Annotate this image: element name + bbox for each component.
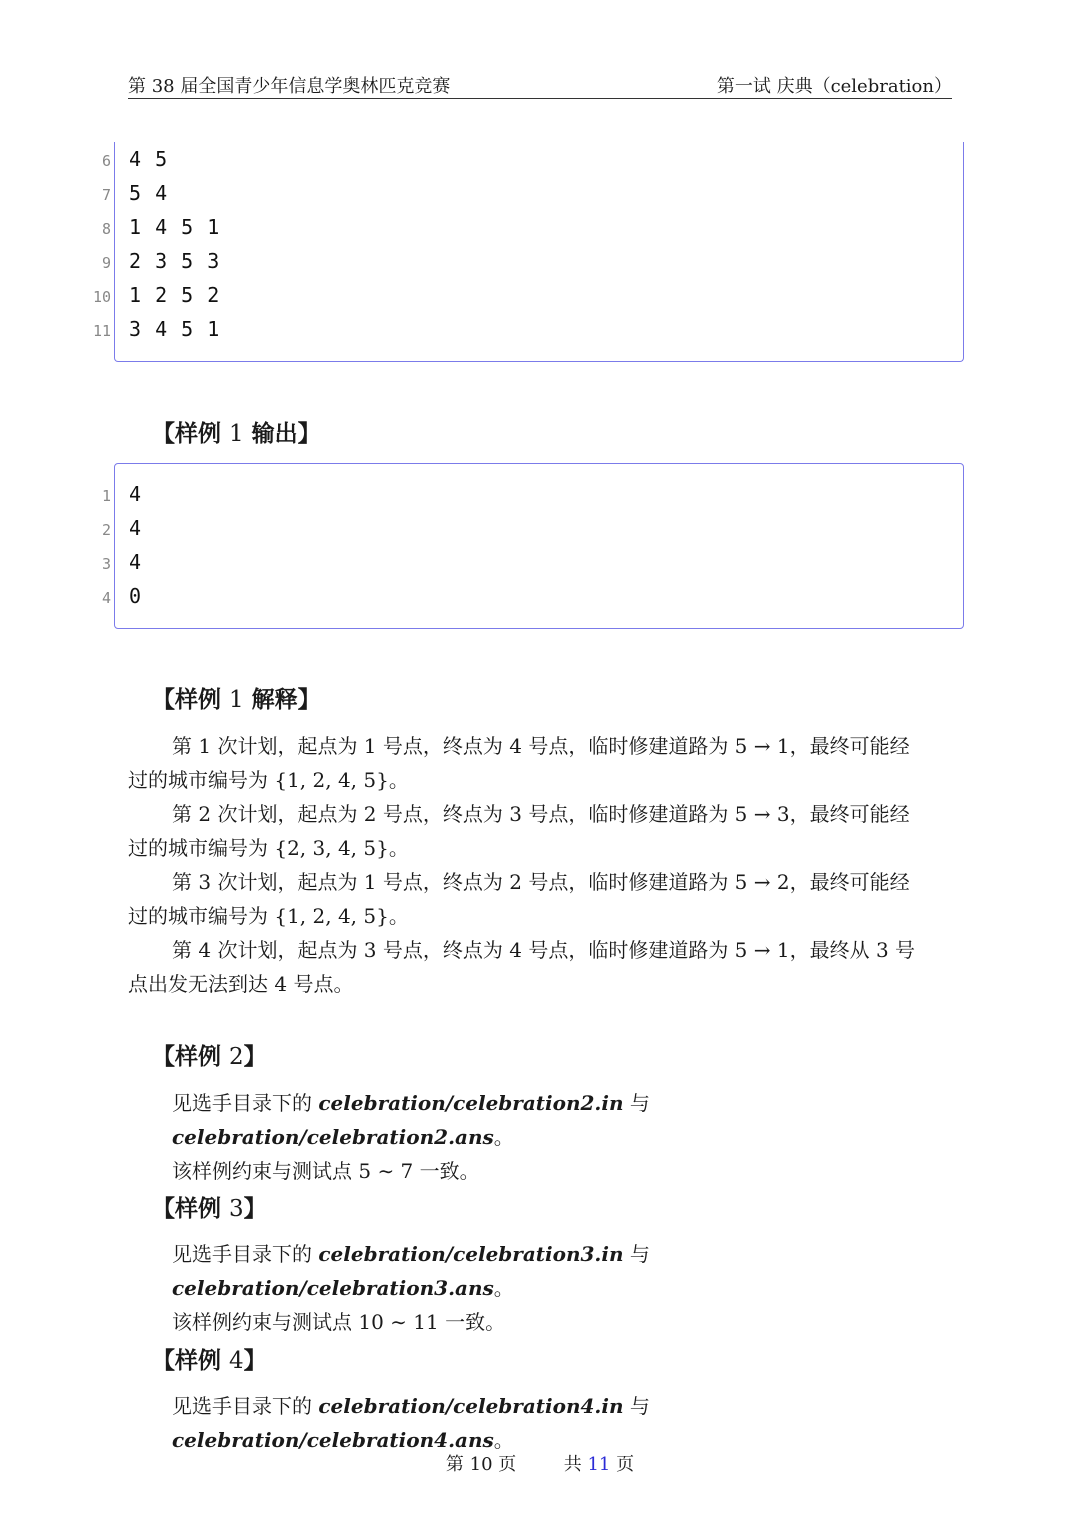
code-line	[92, 281, 963, 311]
heading-prefix: 【样例	[152, 1348, 230, 1374]
paragraph-line: 过的城市编号为 {1, 2, 4, 5}。	[128, 904, 409, 928]
code-line	[101, 480, 963, 510]
code-text: 2 3 5 3	[129, 249, 221, 273]
code-text: 1 2 5 2	[129, 283, 221, 307]
heading-number: 2	[229, 1044, 244, 1070]
see-text: 见选手目录下的	[172, 1091, 319, 1115]
period: 。	[493, 1125, 514, 1149]
period: 。	[493, 1276, 514, 1300]
code-line	[92, 315, 963, 345]
see-text: 见选手目录下的	[172, 1242, 319, 1266]
sample2-description	[128, 1086, 954, 1188]
code-line	[101, 213, 963, 243]
line-number: 4	[101, 589, 111, 607]
heading-suffix: 】	[243, 1196, 267, 1222]
code-line	[101, 514, 963, 544]
sample1-output-codebox	[101, 463, 964, 629]
code-text: 5 4	[129, 181, 169, 205]
see-text: 见选手目录下的	[172, 1394, 319, 1418]
sample4-heading	[152, 1342, 267, 1375]
code-text: 4	[129, 550, 143, 574]
line-number: 1	[101, 487, 111, 505]
heading-number: 1	[229, 421, 244, 447]
line-number: 10	[92, 288, 111, 306]
input-file-path: celebration/celebration4.in	[318, 1394, 624, 1418]
constraint-note: 该样例约束与测试点 5 ∼ 7 一致。	[172, 1159, 480, 1183]
code-text: 4	[129, 516, 143, 540]
paragraph-line: 第 4 次计划，起点为 3 号点，终点为 4 号点，临时修建道路为 5 → 1，最终从 3 号	[172, 938, 916, 962]
explanation-paragraph	[128, 865, 954, 933]
heading-suffix: 】	[243, 1044, 267, 1070]
answer-file-path: celebration/celebration2.ans	[172, 1125, 494, 1149]
and-text: 与	[623, 1242, 650, 1266]
explanation-paragraph	[128, 797, 954, 865]
code-text: 3 4 5 1	[129, 317, 221, 341]
code-text: 0	[129, 584, 143, 608]
paragraph-line: 第 3 次计划，起点为 1 号点，终点为 2 号点，临时修建道路为 5 → 2，最终可能经	[172, 870, 910, 894]
sample4-description	[128, 1389, 954, 1457]
page-label-suffix: 页	[492, 1454, 517, 1475]
line-number: 6	[101, 152, 111, 170]
paragraph-line	[128, 1389, 954, 1457]
sample1-output-heading	[152, 415, 321, 448]
code-line	[101, 247, 963, 277]
code-text: 4	[129, 482, 143, 506]
total-label-suffix: 页	[610, 1454, 635, 1475]
paragraph-line: 过的城市编号为 {2, 3, 4, 5}。	[128, 836, 409, 860]
header-problem-title: 第一试 庆典（celebration）	[716, 76, 952, 97]
code-line	[101, 179, 963, 209]
code-line	[101, 548, 963, 578]
total-pages-link[interactable]: 11	[587, 1454, 611, 1475]
total-label-prefix: 共	[563, 1454, 588, 1475]
page-total	[564, 1454, 634, 1475]
line-number: 7	[101, 186, 111, 204]
paragraph-line: 第 1 次计划，起点为 1 号点，终点为 4 号点，临时修建道路为 5 → 1，最终可能经	[172, 734, 910, 758]
line-number: 8	[101, 220, 111, 238]
heading-number: 4	[229, 1348, 244, 1374]
answer-file-path: celebration/celebration3.ans	[172, 1276, 494, 1300]
paragraph-line: 点出发无法到达 4 号点。	[128, 972, 354, 996]
and-text: 与	[623, 1091, 650, 1115]
line-number: 3	[101, 555, 111, 573]
heading-prefix: 【样例	[152, 687, 230, 713]
heading-number: 1	[229, 687, 244, 713]
sample1-input-codebox	[92, 142, 964, 362]
line-number: 9	[101, 254, 111, 272]
heading-prefix: 【样例	[152, 421, 230, 447]
heading-prefix: 【样例	[152, 1044, 230, 1070]
heading-suffix: 解释】	[243, 687, 321, 713]
explanation-paragraph	[128, 729, 954, 797]
sample3-heading	[152, 1190, 267, 1223]
page-footer	[0, 1450, 1080, 1476]
heading-suffix: 】	[243, 1348, 267, 1374]
page-number	[446, 1454, 516, 1475]
page-label-prefix: 第	[445, 1454, 470, 1475]
sample1-explanation-heading	[152, 681, 321, 714]
constraint-note: 该样例约束与测试点 10 ∼ 11 一致。	[172, 1310, 506, 1334]
line-number: 2	[101, 521, 111, 539]
input-file-path: celebration/celebration3.in	[318, 1242, 624, 1266]
code-line	[101, 582, 963, 612]
period: 。	[493, 1428, 514, 1452]
sample2-heading	[152, 1038, 267, 1071]
current-page: 10	[469, 1454, 493, 1475]
and-text: 与	[623, 1394, 650, 1418]
code-line	[101, 145, 963, 175]
explanation-paragraph	[128, 933, 954, 1001]
paragraph-line: 过的城市编号为 {1, 2, 4, 5}。	[128, 768, 409, 792]
sample3-description	[128, 1237, 954, 1339]
heading-number: 3	[229, 1196, 244, 1222]
paragraph-line: 第 2 次计划，起点为 2 号点，终点为 3 号点，临时修建道路为 5 → 3，最终可能经	[172, 802, 910, 826]
heading-prefix: 【样例	[152, 1196, 230, 1222]
paragraph-line	[128, 1237, 954, 1305]
paragraph-line	[128, 1086, 954, 1154]
code-text: 4 5	[129, 147, 169, 171]
heading-suffix: 输出】	[243, 421, 321, 447]
line-number: 11	[92, 322, 111, 340]
input-file-path: celebration/celebration2.in	[318, 1091, 624, 1115]
code-text: 1 4 5 1	[129, 215, 221, 239]
page-header	[128, 70, 952, 99]
header-contest-title: 第 38 届全国青少年信息学奥林匹克竞赛	[128, 76, 451, 97]
answer-file-path: celebration/celebration4.ans	[172, 1428, 494, 1452]
